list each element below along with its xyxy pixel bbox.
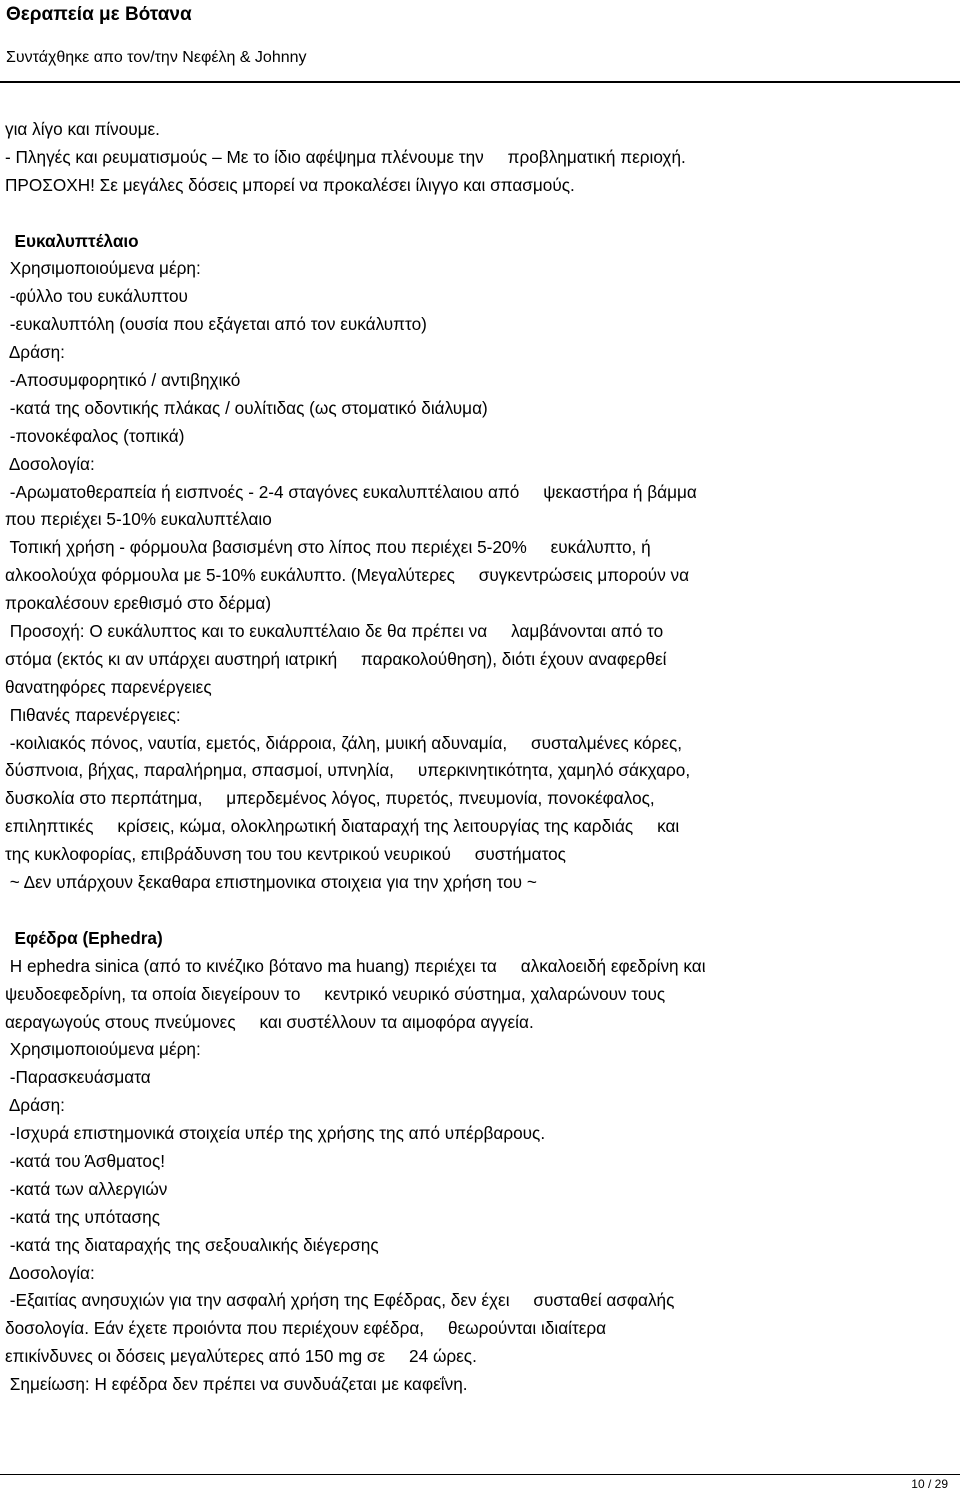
text-line: -κατά της υπότασης xyxy=(5,1206,160,1227)
text-line: Χρησιμοποιούμενα μέρη: xyxy=(5,258,201,279)
text-line: -κατά των αλλεργιών xyxy=(5,1178,168,1199)
text-line: δύσπνοια, βήχας, παραλήρημα, σπασμοί, υπνηλία, υπερκινητικότητα, χαμηλό σάκχαρο, xyxy=(5,760,691,781)
text-line: -κοιλιακός πόνος, ναυτία, εμετός, διάρροια, ζάλη, μυική αδυναμία, συσταλμένες κόρες, xyxy=(5,732,683,753)
section-heading: Ευκαλυπτέλαιο xyxy=(5,230,139,251)
document-author: Συντάχθηκε απο τον/την Νεφέλη & Johnny xyxy=(6,49,307,66)
text-line: προκαλέσουν ερεθισμό στο δέρμα) xyxy=(5,593,272,614)
blank-line xyxy=(5,897,957,925)
text-line: επικίνδυνες οι δόσεις μεγαλύτερες από 150 mg σε 24 ώρες. xyxy=(5,1346,477,1367)
text-line: αεραγωγούς στους πνεύμονες και συστέλλουν τα αιμοφόρα αγγεία. xyxy=(5,1011,534,1032)
text-line: -Εξαιτίας ανησυχιών για την ασφαλή χρήση της Εφέδρας, δεν έχει συσταθεί ασφαλής xyxy=(5,1290,675,1311)
footer-divider xyxy=(0,1474,960,1475)
document-title: Θεραπεία με Βότανα xyxy=(6,4,192,25)
text-line: Δοσολογία: xyxy=(5,453,95,474)
text-line: -Αποσυμφορητικό / αντιβηχικό xyxy=(5,370,241,391)
text-line: ψευδοεφεδρίνη, τα οποία διεγείρουν το κεντρικό νευρικό σύστημα, χαλαρώνουν τους xyxy=(5,983,666,1004)
text-line: - Πληγές και ρευματισμούς – Με το ίδιο αφέψημα πλένουμε την προβληματική περιοχή. xyxy=(5,146,686,167)
page-header xyxy=(6,0,956,69)
text-line: θανατηφόρες παρενέργειες xyxy=(5,676,212,697)
text-line: Προσοχή: Ο ευκάλυπτος και το ευκαλυπτέλαιο δε θα πρέπει να λαμβάνονται από το xyxy=(5,621,664,642)
text-line: Δράση: xyxy=(5,342,65,363)
text-line: -Παρασκευάσματα xyxy=(5,1067,151,1088)
page-number: 10 / 29 xyxy=(911,1477,948,1491)
text-line: ΠΡΟΣΟΧΗ! Σε μεγάλες δόσεις μπορεί να προκαλέσει ίλιγγο και σπασμούς. xyxy=(5,174,575,195)
document-body xyxy=(5,116,957,1399)
text-line: -Αρωματοθεραπεία ή εισπνοές - 2-4 σταγόνες ευκαλυπτέλαιου από ψεκαστήρα ή βάμμα xyxy=(5,481,697,502)
text-line: στόμα (εκτός κι αν υπάρχει αυστηρή ιατρική παρακολούθηση), διότι έχουν αναφερθεί xyxy=(5,648,667,669)
text-line: ~ Δεν υπάρχουν ξεκαθαρα επιστημονικα στοιχεια για την χρήση του ~ xyxy=(5,872,537,893)
section-heading: Εφέδρα (Ephedra) xyxy=(5,927,163,948)
text-line: -ευκαλυπτόλη (ουσία που εξάγεται από τον ευκάλυπτο) xyxy=(5,314,427,335)
text-line: -Ισχυρά επιστημονικά στοιχεία υπέρ της χρήσης της από υπέρβαρους. xyxy=(5,1123,546,1144)
text-line: Τοπική χρήση - φόρμουλα βασισμένη στο λίπος που περιέχει 5-20% ευκάλυπτο, ή xyxy=(5,537,651,558)
text-line: Δοσολογία: xyxy=(5,1262,95,1283)
text-line: δυσκολία στο περπάτημα, μπερδεμένος λόγος, πυρετός, πνευμονία, πονοκέφαλος, xyxy=(5,788,655,809)
text-line: -φύλλο του ευκάλυπτου xyxy=(5,286,188,307)
text-line: -κατά της διαταραχής της σεξουαλικής διέγερσης xyxy=(5,1234,379,1255)
text-line: Δράση: xyxy=(5,1095,65,1116)
blank-line xyxy=(5,200,957,228)
text-line: δοσολογία. Εάν έχετε προιόντα που περιέχουν εφέδρα, θεωρούνται ιδιαίτερα xyxy=(5,1318,607,1339)
header-divider xyxy=(0,81,960,83)
text-line: αλκοολούχα φόρμουλα με 5-10% ευκάλυπτο. (Μεγαλύτερες συγκεντρώσεις μπορούν να xyxy=(5,565,690,586)
text-line: Σημείωση: Η εφέδρα δεν πρέπει να συνδυάζεται με καφεΐνη. xyxy=(5,1374,468,1395)
text-line: της κυκλοφορίας, επιβράδυνση του του κεντρικού νευρικού συστήματος xyxy=(5,844,566,865)
text-line: Χρησιμοποιούμενα μέρη: xyxy=(5,1039,201,1060)
text-line: -πονοκέφαλος (τοπικά) xyxy=(5,425,185,446)
text-line: που περιέχει 5-10% ευκαλυπτέλαιο xyxy=(5,509,272,530)
text-line: Η ephedra sinica (από το κινέζικο βότανο ma huang) περιέχει τα αλκαλοειδή εφεδρίνη και xyxy=(5,955,706,976)
text-line: για λίγο και πίνουμε. xyxy=(5,119,160,139)
text-line: -κατά του Άσθματος! xyxy=(5,1150,166,1171)
text-line: -κατά της οδοντικής πλάκας / ουλίτιδας (ως στοματικό διάλυμα) xyxy=(5,397,488,418)
text-line: επιληπτικές κρίσεις, κώμα, ολοκληρωτική διαταραχή της λειτουργίας της καρδιάς και xyxy=(5,816,680,837)
text-line: Πιθανές παρενέργειες: xyxy=(5,704,181,725)
